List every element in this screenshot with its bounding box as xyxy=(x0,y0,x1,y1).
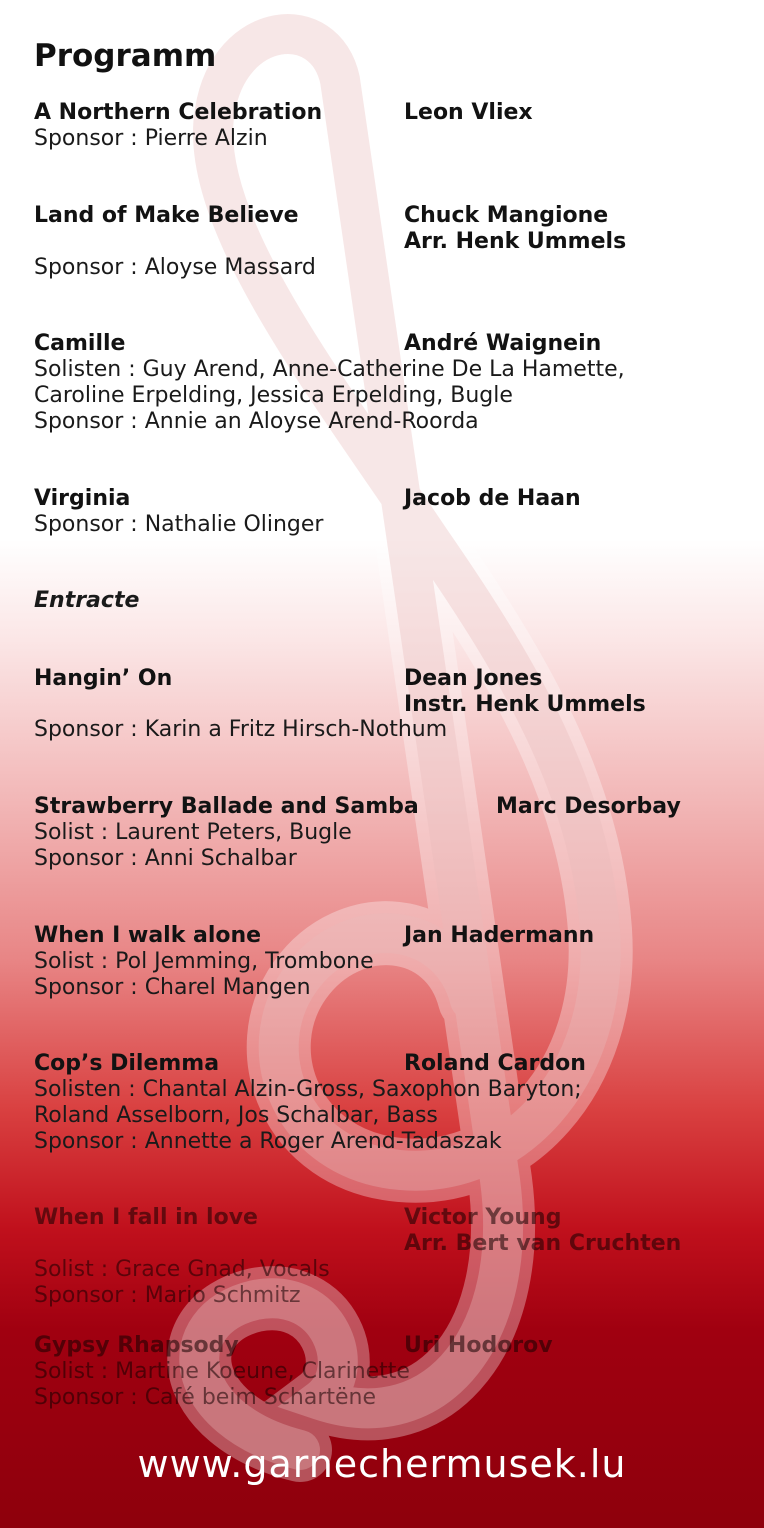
piece-title: Virginia xyxy=(34,486,131,511)
piece-title: Camille xyxy=(34,331,126,356)
piece-sponsor: Sponsor : Annette a Roger Arend-Tadaszak xyxy=(34,1129,502,1154)
piece-title: Hangin’ On xyxy=(34,666,173,691)
page-title: Programm xyxy=(34,38,217,74)
piece-sponsor: Sponsor : Café beim Schartëne xyxy=(34,1385,377,1410)
piece-sponsor: Sponsor : Nathalie Olinger xyxy=(34,512,324,537)
piece-composer: André Waignein xyxy=(404,331,602,356)
piece-solists: Solisten : Guy Arend, Anne-Catherine De La Hamette, xyxy=(34,357,625,382)
piece-solists: Solisten : Chantal Alzin-Gross, Saxophon Baryton; xyxy=(34,1077,582,1102)
piece-composer: Marc Desorbay xyxy=(496,794,681,819)
piece-sponsor: Sponsor : Pierre Alzin xyxy=(34,126,268,151)
website-link[interactable]: www.garnechermusek.lu xyxy=(137,1442,627,1486)
piece-sponsor: Sponsor : Annie an Aloyse Arend-Roorda xyxy=(34,409,479,434)
piece-solists: Solist : Pol Jemming, Trombone xyxy=(34,949,374,974)
piece-arranger: Arr. Henk Ummels xyxy=(404,229,627,254)
piece-solists: Caroline Erpelding, Jessica Erpelding, Bugle xyxy=(34,383,513,408)
piece-arranger: Instr. Henk Ummels xyxy=(404,692,646,717)
piece-composer: Jacob de Haan xyxy=(404,486,581,511)
piece-title: Land of Make Believe xyxy=(34,203,299,228)
piece-sponsor: Sponsor : Anni Schalbar xyxy=(34,846,297,871)
piece-solists: Solist : Grace Gnad, Vocals xyxy=(34,1257,330,1282)
piece-composer: Jan Hadermann xyxy=(404,923,595,948)
piece-solists: Solist : Martine Koeune, Clarinette xyxy=(34,1359,410,1384)
piece-composer: Victor Young xyxy=(404,1205,562,1230)
piece-sponsor: Sponsor : Aloyse Massard xyxy=(34,255,316,280)
piece-title: Strawberry Ballade and Samba xyxy=(34,794,419,819)
piece-sponsor: Sponsor : Charel Mangen xyxy=(34,975,311,1000)
piece-title: Cop’s Dilemma xyxy=(34,1051,220,1076)
piece-title: When I fall in love xyxy=(34,1205,258,1230)
piece-title: Gypsy Rhapsody xyxy=(34,1333,239,1358)
piece-composer: Chuck Mangione xyxy=(404,203,609,228)
piece-solists: Roland Asselborn, Jos Schalbar, Bass xyxy=(34,1103,438,1128)
intermission-label: Entracte xyxy=(34,588,140,613)
piece-title: A Northern Celebration xyxy=(34,100,323,125)
piece-sponsor: Sponsor : Karin a Fritz Hirsch-Nothum xyxy=(34,717,448,742)
piece-sponsor: Sponsor : Mario Schmitz xyxy=(34,1283,301,1308)
piece-arranger: Arr. Bert van Cruchten xyxy=(404,1231,682,1256)
piece-composer: Uri Hodorov xyxy=(404,1333,553,1358)
piece-composer: Roland Cardon xyxy=(404,1051,586,1076)
piece-title: When I walk alone xyxy=(34,923,262,948)
piece-composer: Leon Vliex xyxy=(404,100,533,125)
piece-composer: Dean Jones xyxy=(404,666,543,691)
piece-solists: Solist : Laurent Peters, Bugle xyxy=(34,820,352,845)
